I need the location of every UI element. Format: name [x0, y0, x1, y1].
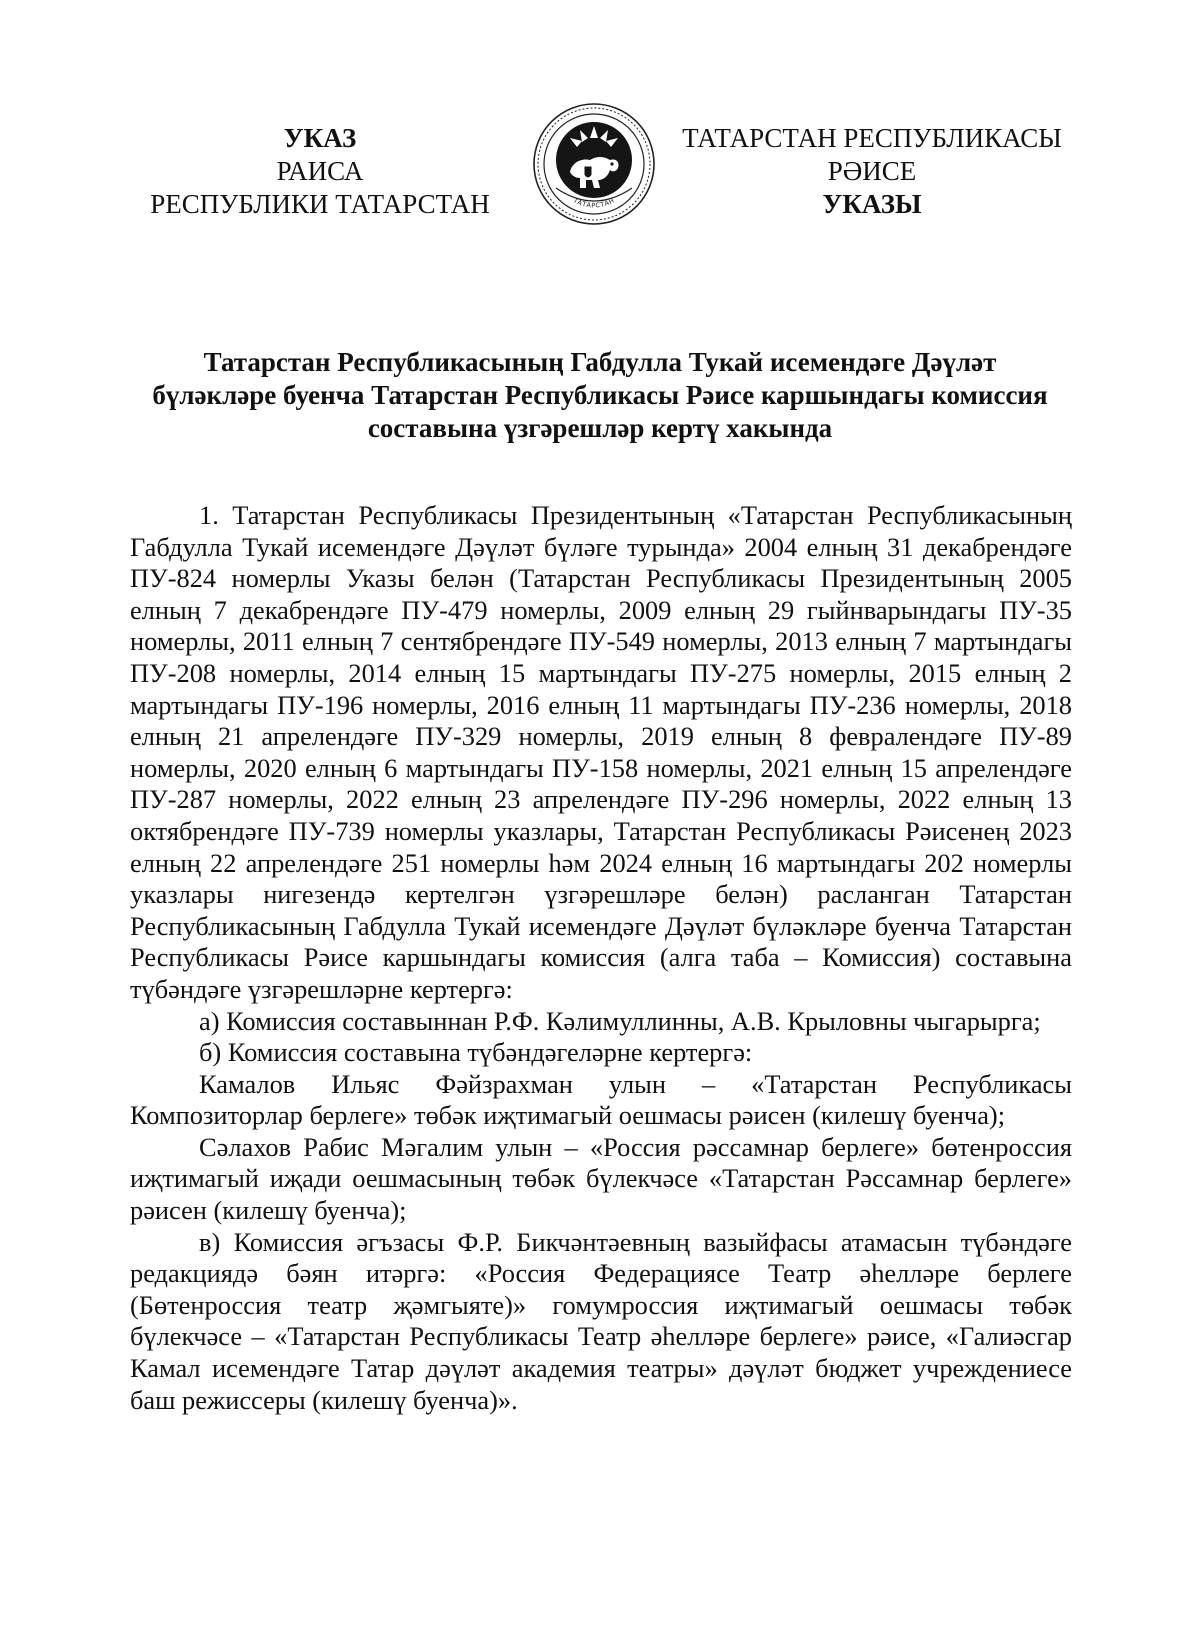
header-right-tatar [652, 122, 1092, 221]
paragraph-item-v: в) Комиссия әгъзасы Ф.Р. Бикчәнтәевның вазыйфасы атамасын түбәндәге редакциядә бәян итәргә: «Россия Федерациясе Театр әһелләре берлеге (Бөтенроссия театр җәмгыяте)» гомумроссия иҗтимагый оешмасы төбәк бүлекчәсе – «Татарстан Республикасы Театр әһелләре берлеге» рәисе, «Галиәсгар Камал исемендәге Татар дәүләт академия театры» дәүләт бюджет учреждениесе баш режиссеры (килешү буенча)». [130, 1226, 1072, 1415]
header-left-line2: РАИСА [276, 156, 364, 186]
header-left-line1: УКАЗ [283, 123, 357, 153]
header-left-russian [110, 122, 530, 221]
paragraph-item-a: а) Комиссия составыннан Р.Ф. Кәлимуллинны, А.В. Крыловны чыгарырга; [199, 1005, 1041, 1036]
decree-body [130, 500, 1072, 1416]
decree-title [130, 346, 1070, 445]
header-right-line1: ТАТАРСТАН РЕСПУБЛИКАСЫ [682, 123, 1062, 153]
paragraph-item-b: б) Комиссия составына түбәндәгеләрне кертергә: [199, 1037, 753, 1068]
tatarstan-coat-of-arms-icon [532, 102, 656, 226]
decree-title-line1: Татарстан Республикасының Габдулла Тукай исемендәге Дәүләт [203, 347, 997, 377]
header-right-line2: РӘИСЕ [827, 156, 917, 186]
paragraph-kamalov: Камалов Ильяс Фәйзрахман улын – «Татарстан Республикасы Композиторлар берлеге» төбәк иҗтимагый оешмасы рәисен (килешү буенча); [130, 1068, 1072, 1131]
paragraph-salakhov: Сәлахов Рабис Мәгалим улын – «Россия рәссамнар берлеге» бөтенроссия иҗтимагый иҗади оешмасының төбәк бүлекчәсе «Татарстан Рәссамнар берлеге» рәисен (килешү буенча); [130, 1131, 1072, 1226]
paragraph-1: 1. Татарстан Республикасы Президентының «Татарстан Республикасының Габдулла Тукай исемендәге Дәүләт бүләге турында» 2004 елның 31 декабрендәге ПУ-824 номерлы Указы белән (Татарстан Республикасы Президентының 2005 елның 7 декабрендәге ПУ-479 номерлы, 2009 елның 29 гыйнварындагы ПУ-35 номерлы, 2011 елның 7 сентябрендәге ПУ-549 номерлы, 2013 елның 7 мартындагы ПУ-208 номерлы, 2014 елның 15 мартындагы ПУ-275 номерлы, 2015 елның 2 мартындагы ПУ-196 номерлы, 2016 елның 11 мартындагы ПУ-236 номерлы, 2018 елның 21 апрелендәге ПУ-329 номерлы, 2019 елның 8 февралендәге ПУ-89 номерлы, 2020 елның 6 мартындагы ПУ-158 номерлы, 2021 елның 15 апрелендәге ПУ-287 номерлы, 2022 елның 23 апрелендәге ПУ-296 номерлы, 2022 елның 13 октябрендәге ПУ-739 номерлы указлары, Татарстан Республикасы Рәисенең 2023 елның 22 апрелендәге 251 номерлы һәм 2024 елның 16 мартындагы 202 номерлы указлары нигезендә кертелгән үзгәрешләре белән) расланган Татарстан Республикасының Габдулла Тукай исемендәге Дәүләт бүләкләре буенча Татарстан Республикасы Рәисе каршындагы комиссия (алга таба – Комиссия) составына түбәндәге үзгәрешләрне кертергә: [130, 500, 1072, 1004]
header-left-line3: РЕСПУБЛИКИ ТАТАРСТАН [150, 189, 490, 219]
decree-title-line3: составына үзгәрешләр кертү хакында [367, 413, 833, 443]
header-right-line3: УКАЗЫ [822, 189, 922, 219]
svg-text:ТАТАРСТАН: ТАТАРСТАН [572, 196, 616, 210]
decree-title-line2: бүләкләре буенча Татарстан Республикасы Рәисе каршындагы комиссия [152, 380, 1048, 410]
